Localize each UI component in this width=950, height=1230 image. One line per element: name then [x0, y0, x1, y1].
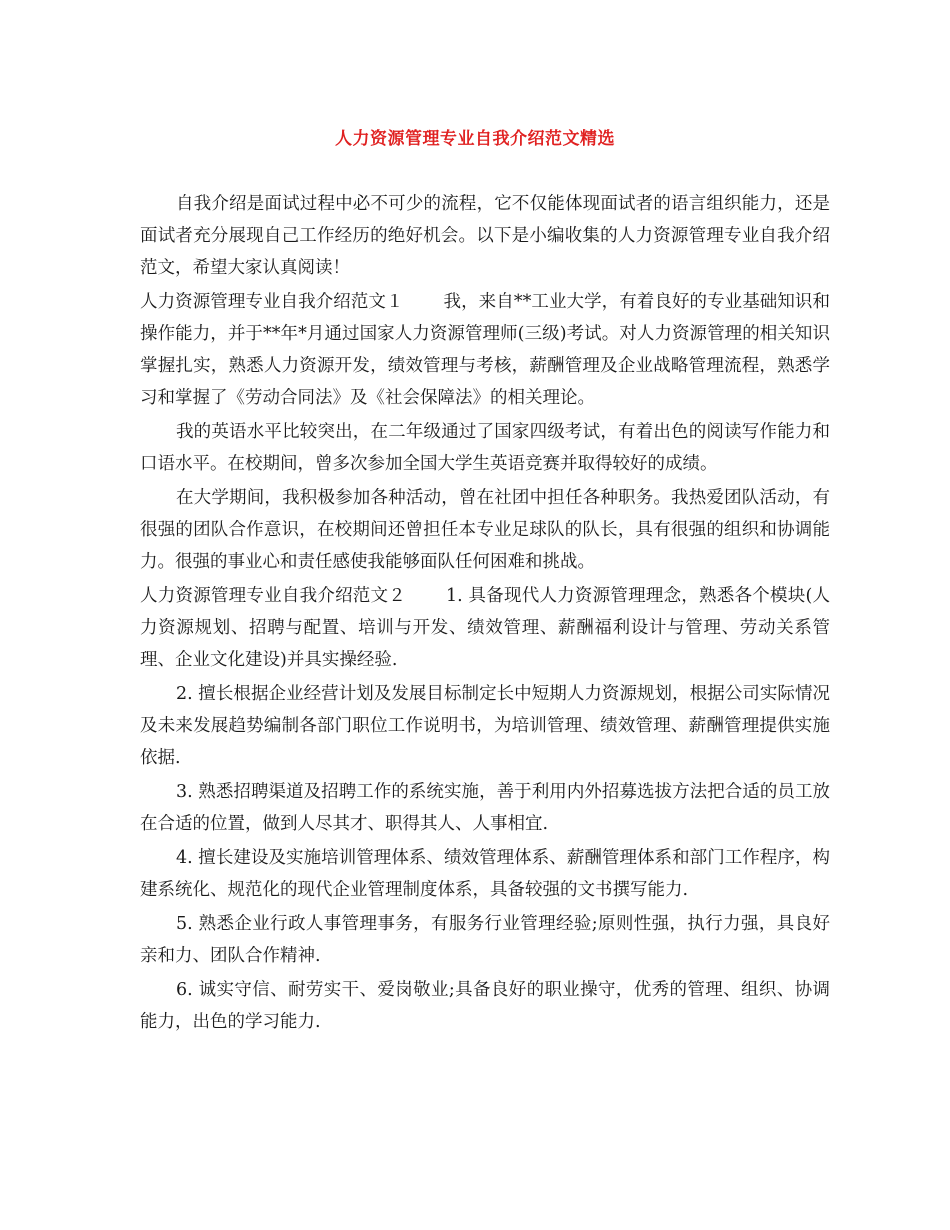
- sample1-paragraph-1: [140, 286, 830, 414]
- document-title: 人力资源管理专业自我介绍范文精选: [335, 129, 615, 149]
- sample2-item-2: 2. 擅长根据企业经营计划及发展目标制定长中短期人力资源规划，根据公司实际情况及未来发展趋势编制各部门职位工作说明书，为培训管理、绩效管理、薪酬管理提供实施依据.: [140, 684, 830, 768]
- sample1-text-1: 我，来自**工业大学，有着良好的专业基础知识和操作能力，并于**年*月通过国家人力资源管理师(三级)考试。对人力资源管理的相关知识掌握扎实，熟悉人力资源开发，绩效管理与考核，薪酬管理及企业战略管理流程，熟悉学习和掌握了《劳动合同法》及《社会保障法》的相关理论。: [140, 292, 831, 408]
- sample2-paragraph-1: [140, 580, 830, 676]
- sample2-item-3: 3. 熟悉招聘渠道及招聘工作的系统实施，善于利用内外招募选拔方法把合适的员工放在合适的位置，做到人尽其才、职得其人、人事相宜.: [140, 782, 830, 834]
- sample2-item-1: 1. 具备现代人力资源管理理念，熟悉各个模块(人力资源规划、招聘与配置、培训与开发、绩效管理、薪酬福利设计与管理、劳动关系管理、企业文化建设)并具实操经验.: [140, 586, 831, 670]
- sample1-paragraph-3: 在大学期间，我积极参加各种活动，曾在社团中担任各种职务。我热爱团队活动，有很强的团队合作意识，在校期间还曾担任本专业足球队的队长，具有很强的组织和协调能力。很强的事业心和责任感使我能够面队任何困难和挑战。: [140, 488, 830, 572]
- sample2-item-6: 6. 诚实守信、耐劳实干、爱岗敬业;具备良好的职业操守，优秀的管理、组织、协调能力，出色的学习能力.: [140, 980, 830, 1032]
- sample2-item-4: 4. 擅长建设及实施培训管理体系、绩效管理体系、薪酬管理体系和部门工作程序，构建系统化、规范化的现代企业管理制度体系，具备较强的文书撰写能力.: [140, 848, 830, 900]
- document-body: [140, 188, 830, 1040]
- sample2-label: 人力资源管理专业自我介绍范文２: [140, 586, 407, 606]
- sample1-paragraph-2: 我的英语水平比较突出，在二年级通过了国家四级考试，有着出色的阅读写作能力和口语水平。在校期间，曾多次参加全国大学生英语竞赛并取得较好的成绩。: [140, 422, 830, 474]
- sample1-label: 人力资源管理专业自我介绍范文１: [140, 292, 404, 312]
- sample2-item-5: 5. 熟悉企业行政人事管理事务，有服务行业管理经验;原则性强，执行力强，具良好亲和力、团队合作精神.: [140, 914, 830, 966]
- intro-paragraph: 自我介绍是面试过程中必不可少的流程，它不仅能体现面试者的语言组织能力，还是面试者充分展现自己工作经历的绝好机会。以下是小编收集的人力资源管理专业自我介绍范文，希望大家认真阅读！: [140, 194, 830, 278]
